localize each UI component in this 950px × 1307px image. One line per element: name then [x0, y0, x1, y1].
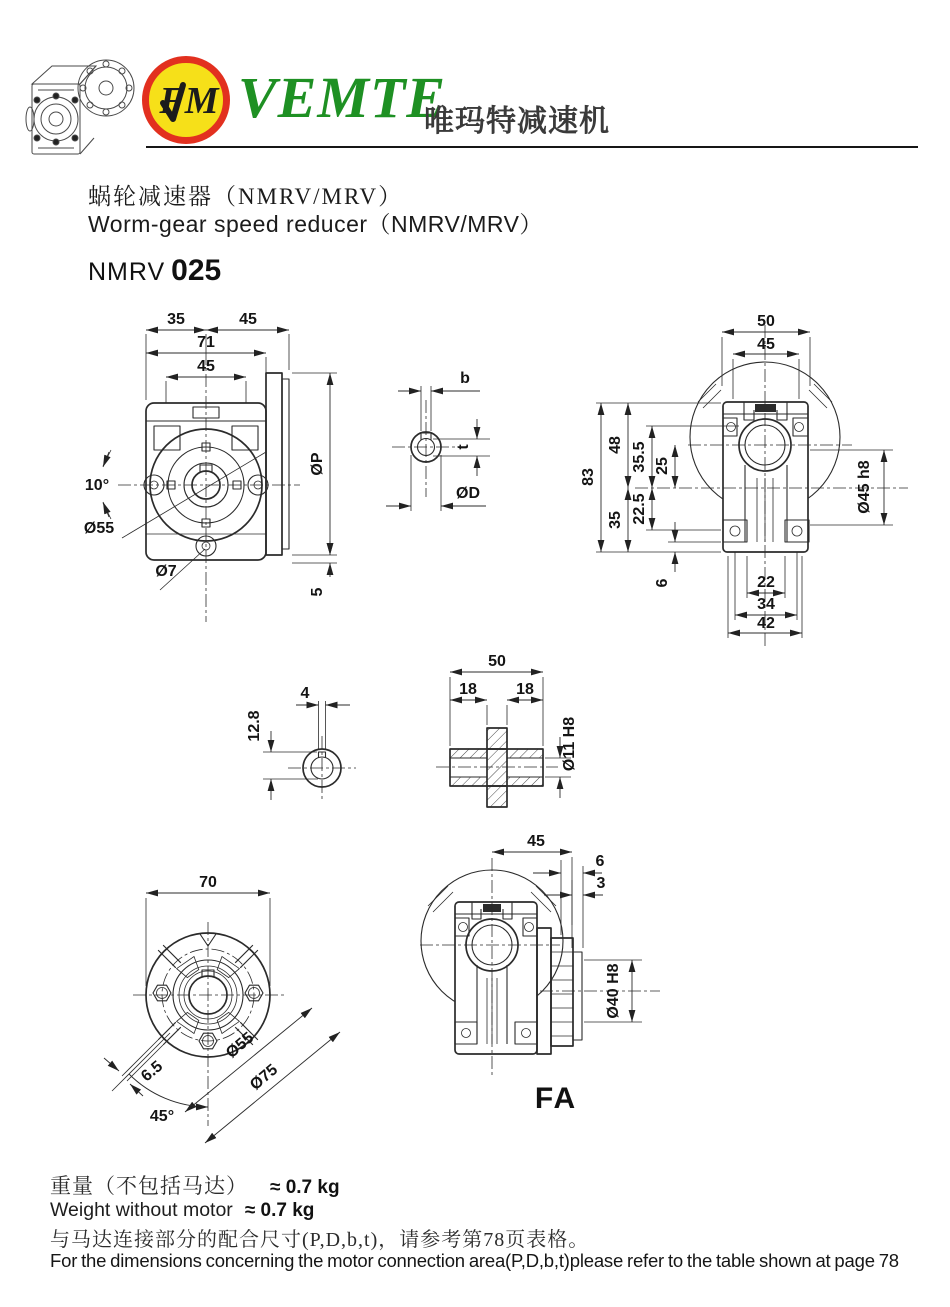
dim-35: 35: [167, 311, 185, 328]
dim-angle-10: 10°: [84, 477, 110, 494]
dim-25: 25: [654, 457, 671, 475]
logo-ring: [142, 56, 230, 144]
dim-22-5: 22.5: [631, 493, 648, 525]
dim-hole-7: Ø7: [155, 563, 177, 580]
dim-83: 83: [580, 468, 597, 486]
note-line-en: For the dimensions concerning the motor connection area(P,D,b,t)please refer to the table shown at page 78: [50, 1250, 899, 1271]
note-line-cn: [50, 1223, 589, 1252]
output-flange-view: [104, 874, 340, 1143]
dim-spigot-40h8: Ø40 H8: [605, 963, 622, 1019]
output-bore-section: [246, 685, 356, 802]
header-rule: [146, 146, 918, 148]
dim-34: 34: [757, 596, 775, 613]
dim-55-flange: Ø55: [223, 1029, 258, 1062]
dim-bore-11h8: Ø11 H8: [561, 716, 578, 772]
fa-version-label: FA: [534, 1082, 578, 1115]
dim-d: ØD: [456, 485, 480, 502]
dim-bolt-pcd-55: Ø55: [83, 520, 115, 537]
weight-value-cn: ≈ 0.7 kg: [270, 1177, 340, 1198]
brand-logo: [142, 56, 230, 144]
model-series: NMRV: [88, 258, 166, 286]
dim-45-inner: 45: [197, 358, 215, 375]
dim-12-8: 12.8: [246, 710, 263, 742]
dim-35-side: 35: [607, 511, 624, 529]
dim-18-right: 18: [516, 681, 534, 698]
output-shaft: [436, 653, 578, 807]
weight-line-cn: [50, 1170, 340, 1200]
weight-label-cn: 重量（不包括马达）: [50, 1174, 248, 1198]
brand-name: VEMTE: [238, 65, 447, 130]
weight-label-en: Weight without motor: [50, 1199, 233, 1221]
dim-angle-45: 45°: [149, 1108, 175, 1125]
dim-50-shaft: 50: [488, 653, 506, 670]
side-view: [580, 313, 908, 648]
dim-42: 42: [757, 615, 775, 632]
dim-71: 71: [197, 334, 215, 351]
front-view: [84, 311, 337, 622]
dim-45: 45: [757, 336, 775, 353]
dim-6-fa: 6: [595, 853, 605, 870]
dim-spigot-45h8: Ø45 h8: [856, 460, 873, 514]
weight-value-en: ≈ 0.7 kg: [244, 1200, 315, 1221]
weight-line-en: [50, 1199, 314, 1222]
dim-b: b: [460, 370, 470, 387]
technical-drawings: [0, 280, 950, 1160]
brand-name-chinese: 唯玛特减速机: [424, 105, 610, 138]
page-title-cn: 蜗轮减速器（NMRV/MRV）: [88, 184, 404, 209]
dim-50: 50: [757, 313, 775, 330]
dim-flange-p: ØP: [309, 452, 326, 476]
logo-monogram: FM: [159, 80, 219, 122]
dim-5: 5: [309, 587, 326, 597]
dim-45-fa: 45: [527, 833, 545, 850]
dim-75-flange: Ø75: [247, 1061, 282, 1094]
page-title-en: Worm-gear speed reducer（NMRV/MRV）: [88, 211, 543, 237]
dim-4: 4: [300, 685, 310, 702]
dim-6-5: 6.5: [138, 1057, 167, 1086]
dim-48: 48: [607, 436, 624, 454]
fa-view: [420, 833, 660, 1115]
dim-70: 70: [199, 874, 217, 891]
dim-18-left: 18: [459, 681, 477, 698]
dim-22: 22: [757, 574, 775, 591]
note-cn: 与马达连接部分的配合尺寸(P,D,b,t)，请参考第78页表格。: [50, 1229, 590, 1251]
logo-monogram-art: [149, 63, 223, 137]
dim-35-5: 35.5: [631, 441, 648, 473]
input-shaft-section: [386, 370, 490, 511]
dim-45-top: 45: [239, 311, 257, 328]
gearbox-photo: [24, 40, 136, 162]
dim-t: t: [455, 444, 472, 450]
dim-3-fa: 3: [596, 875, 606, 892]
model-size: 025: [171, 254, 222, 287]
dim-6: 6: [654, 578, 671, 588]
